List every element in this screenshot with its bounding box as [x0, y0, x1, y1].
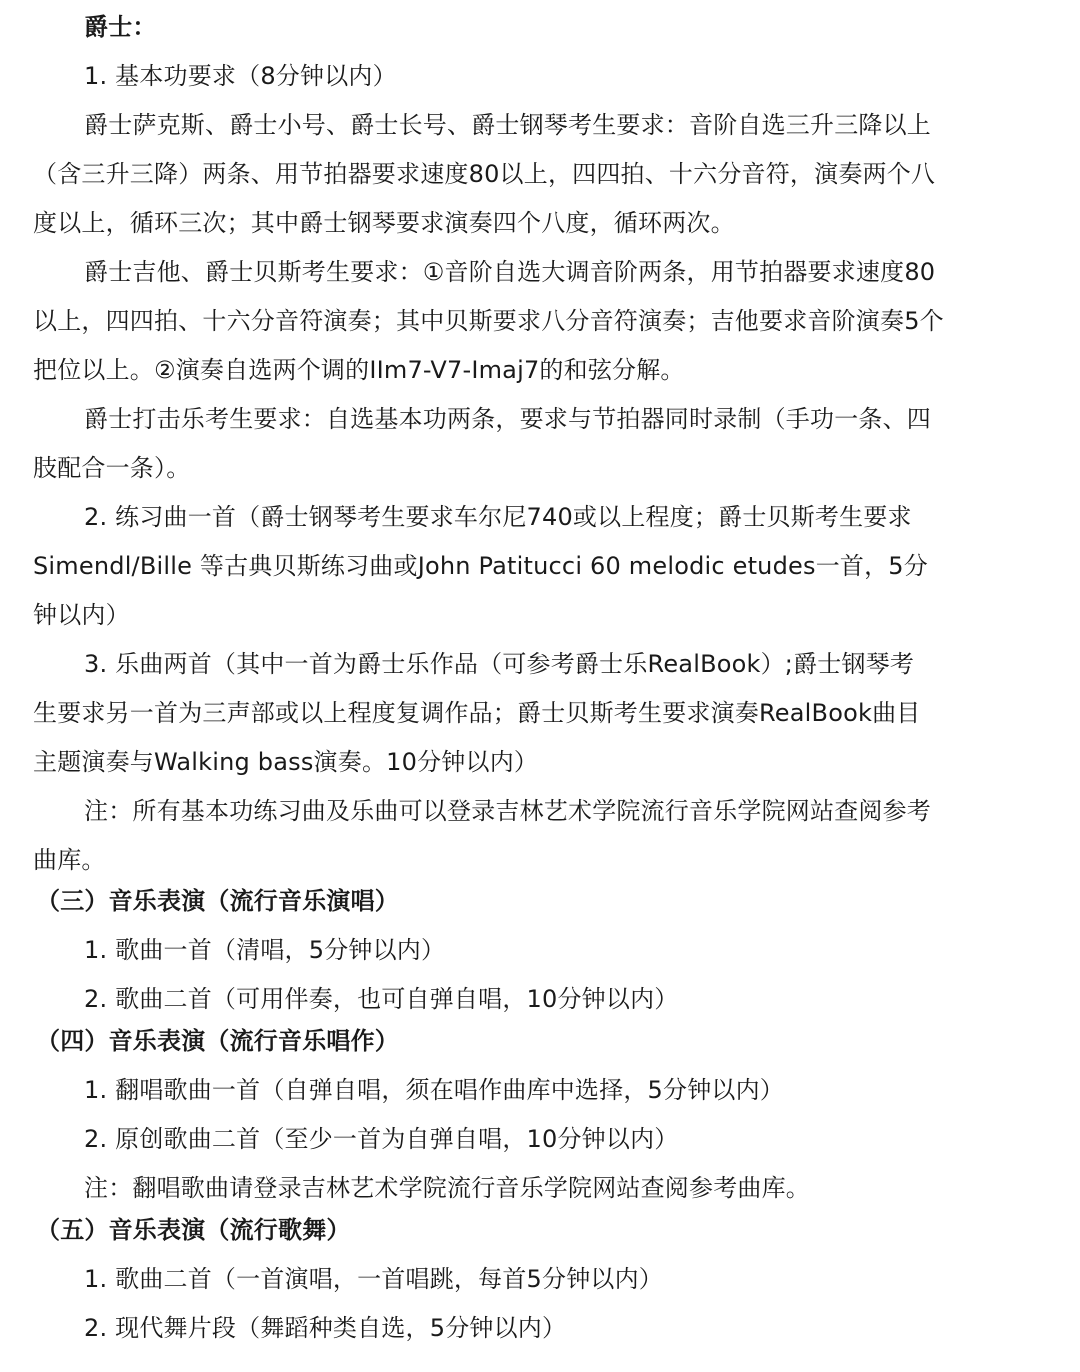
section-title: 爵士： — [84, 13, 157, 41]
section-5-heading: （五）音乐表演（流行歌舞） — [36, 1216, 351, 1244]
jazz-item-2-line1: 2. 练习曲一首（爵士钢琴考生要求车尔尼740或以上程度；爵士贝斯考生要求 — [84, 503, 912, 531]
jazz-sax-paragraph-line2: （含三升三降）两条、用节拍器要求速度80以上，四四拍、十六分音符，演奏两个八 — [33, 160, 936, 188]
section-5-item-2: 2. 现代舞片段（舞蹈种类自选，5分钟以内） — [84, 1314, 567, 1342]
section-3-item-2: 2. 歌曲二首（可用伴奏，也可自弹自唱，10分钟以内） — [84, 985, 679, 1013]
jazz-item-3-line1: 3. 乐曲两首（其中一首为爵士乐作品（可参考爵士乐RealBook）;爵士钢琴考 — [84, 650, 915, 678]
jazz-item-2-line2: Simendl/Bille 等古典贝斯练习曲或John Patitucci 60 melodic etudes一首，5分 — [33, 552, 928, 580]
section-3-heading: （三）音乐表演（流行音乐演唱） — [36, 887, 399, 915]
jazz-sax-paragraph-line1: 爵士萨克斯、爵士小号、爵士长号、爵士钢琴考生要求：音阶自选三升三降以上 — [84, 111, 931, 139]
jazz-item-3-line2: 生要求另一首为三声部或以上程度复调作品；爵士贝斯考生要求演奏RealBook曲目 — [33, 699, 921, 727]
jazz-item-1: 1. 基本功要求（8分钟以内） — [84, 62, 397, 90]
section-4-item-1: 1. 翻唱歌曲一首（自弹自唱，须在唱作曲库中选择，5分钟以内） — [84, 1076, 784, 1104]
jazz-note-line2: 曲库。 — [33, 846, 106, 874]
jazz-drum-paragraph-line1: 爵士打击乐考生要求：自选基本功两条，要求与节拍器同时录制（手功一条、四 — [84, 405, 931, 433]
section-3-item-1: 1. 歌曲一首（清唱，5分钟以内） — [84, 936, 446, 964]
section-4-note: 注：翻唱歌曲请登录吉林艺术学院流行音乐学院网站查阅参考曲库。 — [84, 1174, 810, 1202]
section-5-item-1: 1. 歌曲二首（一首演唱，一首唱跳，每首5分钟以内） — [84, 1265, 663, 1293]
section-4-heading: （四）音乐表演（流行音乐唱作） — [36, 1027, 399, 1055]
jazz-guitar-paragraph-line1: 爵士吉他、爵士贝斯考生要求：①音阶自选大调音阶两条，用节拍器要求速度80 — [84, 258, 936, 286]
jazz-note-line1: 注：所有基本功练习曲及乐曲可以登录吉林艺术学院流行音乐学院网站查阅参考 — [84, 797, 931, 825]
jazz-item-2-line3: 钟以内） — [33, 601, 130, 629]
section-4-item-2: 2. 原创歌曲二首（至少一首为自弹自唱，10分钟以内） — [84, 1125, 679, 1153]
jazz-guitar-paragraph-line2: 以上，四四拍、十六分音符演奏；其中贝斯要求八分音符演奏；吉他要求音阶演奏5个 — [33, 307, 944, 335]
jazz-guitar-paragraph-line3: 把位以上。②演奏自选两个调的IIm7-V7-Imaj7的和弦分解。 — [33, 356, 685, 384]
jazz-item-3-line3: 主题演奏与Walking bass演奏。10分钟以内） — [33, 748, 539, 776]
jazz-sax-paragraph-line3: 度以上，循环三次；其中爵士钢琴要求演奏四个八度，循环两次。 — [33, 209, 735, 237]
jazz-drum-paragraph-line2: 肢配合一条）。 — [33, 454, 191, 482]
